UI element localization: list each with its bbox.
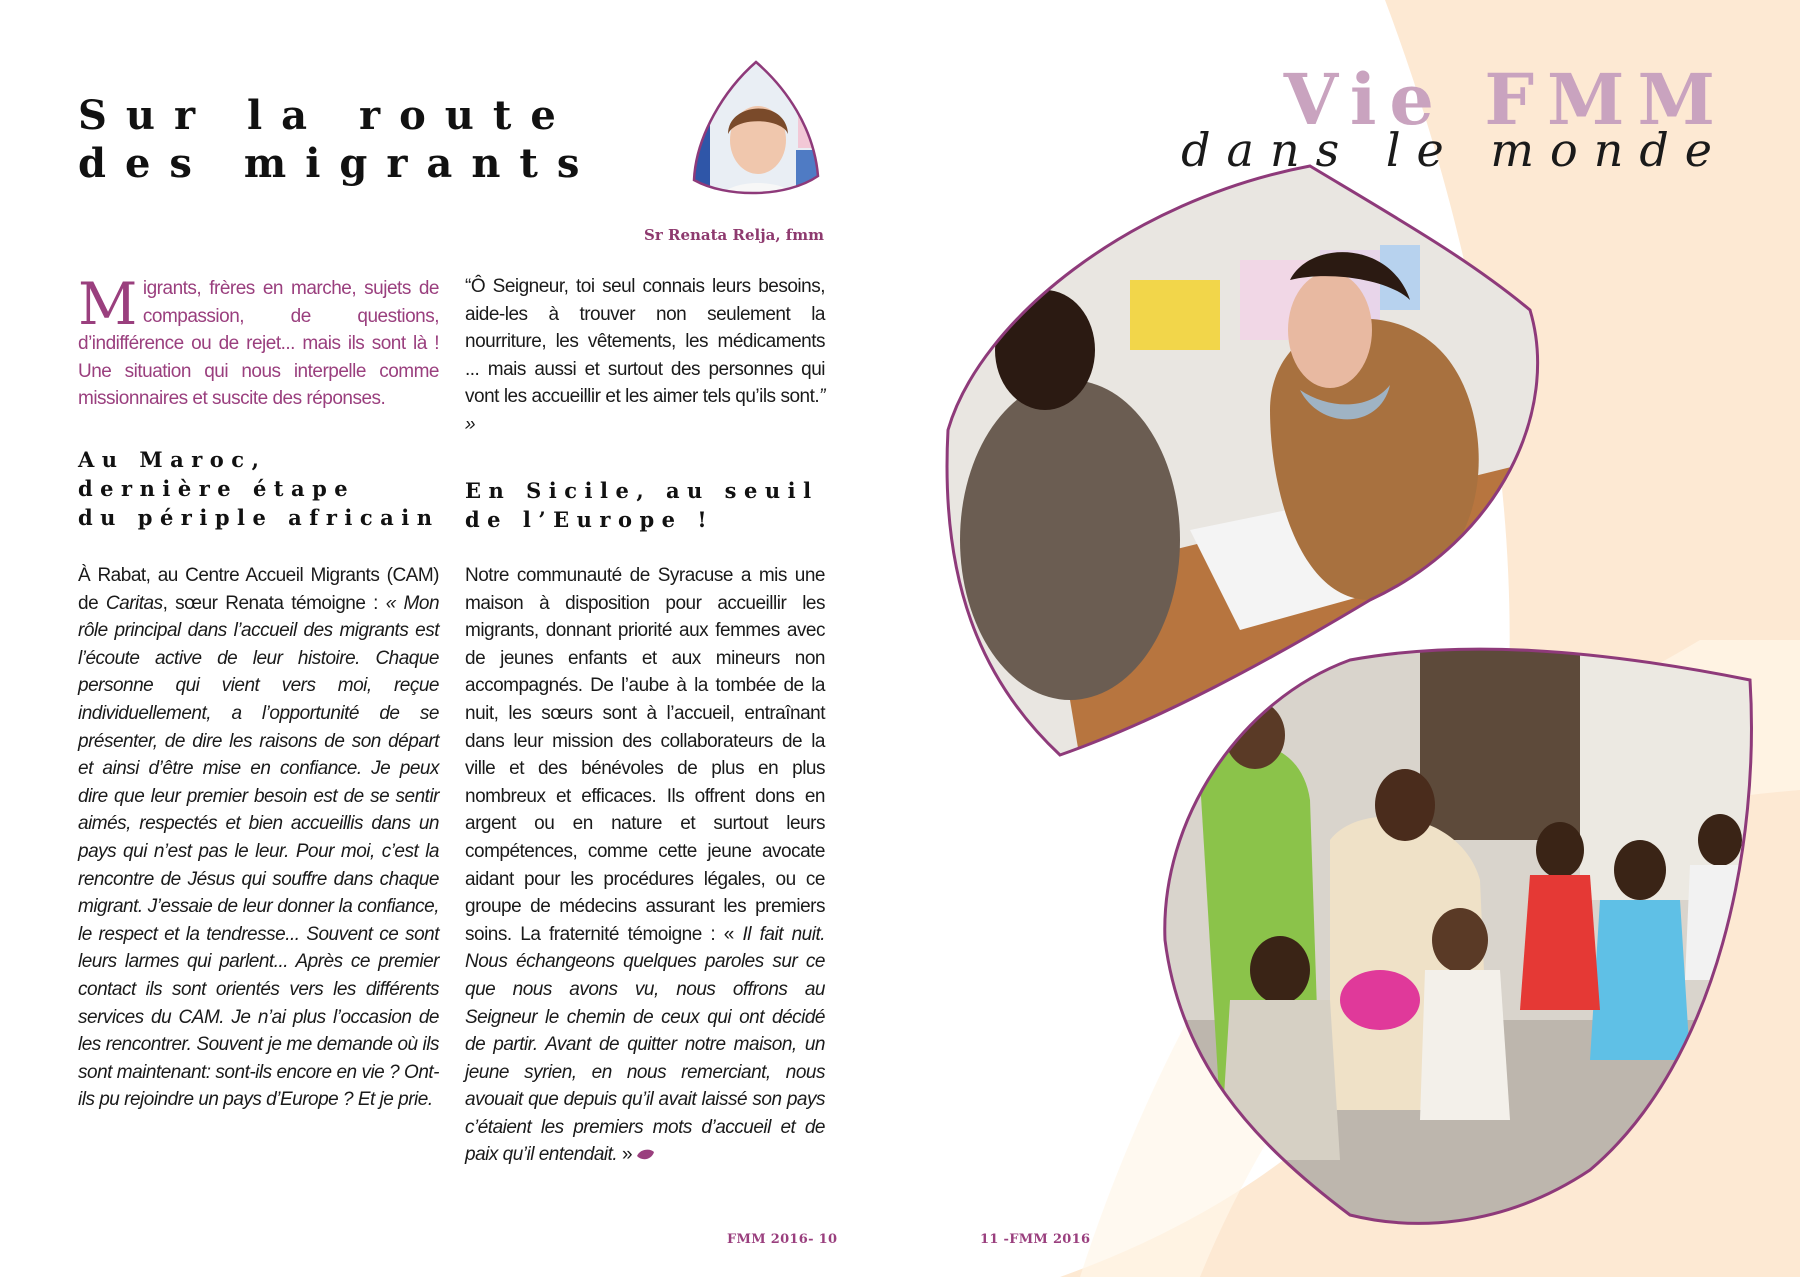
intro-text: igrants, frères en marche, sujets de compassion, de questions, d’indifférence ou de rejet... mais ils sont là ! Une situation qui nous interpelle comme missionnaires et suscite des réponses. [78,278,439,410]
prayer-close: ” » [465,386,825,435]
prayer-paragraph [465,273,825,439]
quote-intro: La fraternité témoigne : « [520,923,743,945]
heading-line: dernière étape [78,476,356,501]
section-heading-sicile [465,476,819,534]
heading-line: du périple africain [78,505,440,530]
section-body-maroc [78,562,439,1114]
title-line-1: Sur la route [78,92,575,139]
section-heading-dans-le-monde: dans le monde [1181,123,1728,177]
intro-paragraph [78,270,439,413]
photo-children [1160,640,1760,1240]
article-title [78,92,598,188]
leaf-ornament-icon [636,1148,655,1162]
page-number-right: 11 -FMM 2016 [980,1232,1091,1247]
section-heading-vie-fmm: Vie FMM [1283,58,1728,141]
heading-line: En Sicile, au seuil [465,478,819,503]
section-body-sicile [465,562,825,1169]
heading-line: Au Maroc, [78,447,267,472]
drop-cap: M [78,270,137,338]
author-byline: Sr Renata Relja, fmm [644,226,824,244]
fraternity-quote: Il fait nuit. Nous échangeons quelques paroles sur ce que nous avons vu, nous offrons au Seigneur le chemin de ceux qui ont décidé de partir. Avant de quitter notre maison, un jeune syrien, en nous remerciant, nous avouait que depuis qu’il avait laissé son pays c’étaient les premiers mots d’accueil et de paix qu’il entendait. [465,923,825,1166]
quote-close: » [617,1144,633,1166]
testimony-quote: « Mon rôle principal dans l’accueil des migrants est l’écoute active de leur histoire. Chaque personne qui vient vers moi, reçue individuellement, a l’opportunité de se présenter, de dire les raisons de son départ et ainsi d’être mise en confiance. Je peux dire que leur premier besoin est de se sentir aimés, respectés et bien accueillis dans un pays qui n’est pas le leur. Pour moi, c’est la rencontre de Jésus qui souffre dans chaque migrant. J’essaie de leur donner la confiance, le respect et la tendresse... Souvent ce sont leurs larmes qui parlent... Après ce premier contact ils sont orientés vers les différents services du CAM. Je n’ai plus l’occasion de les rencontrer. Souvent je me demande où ils sont maintenant: sont-ils encore en vie ? Ont-ils pu rejoindre un pays d’Europe ? Et je prie. [78,592,440,1111]
author-portrait [686,58,826,204]
body-lead: À Rabat, au Centre Accueil Migrants (CAM) de [78,565,439,614]
title-line-2: des migrants [78,140,599,187]
body-text: Notre communauté de Syracuse a mis une maison à disposition pour accueillir les migrants, donnant priorité aux femmes avec de jeunes enfants et aux mineurs non accompagnés. De l’aube à la tombée de la nuit, les sœurs sont à l’accueil, entraînant dans leur mission des collaborateurs de la ville et des bénévoles de plus en plus nombreux et efficaces. Ils offrent dons en argent ou en nature et surtout leurs compétences, comme cette jeune avocate aidant pour les procédures légales, ou ce groupe de médecins assurant les premiers soins. [465,565,825,945]
prayer-text: “Ô Seigneur, toi seul connais leurs besoins, aide-les à trouver non seulement la nourriture, les vêtements, les médicaments ... mais aussi et surtout des personnes qui vont les accueillir et les aimer tels qu’ils sont. [465,276,825,408]
page-number-left: FMM 2016- 10 [727,1232,838,1247]
heading-line: de l’Europe ! [465,507,715,532]
body-lead-end: , sœur Renata témoigne : [162,592,378,614]
caritas-text: Caritas [105,592,163,614]
section-heading-maroc [78,445,440,532]
